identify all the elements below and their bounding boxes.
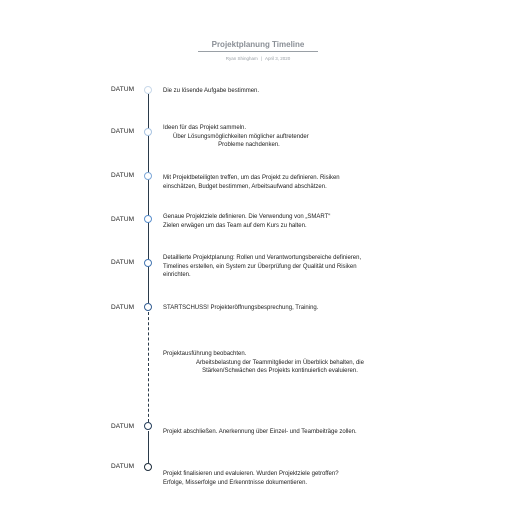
timeline-marker	[144, 463, 152, 471]
milestone-line: Zielen erwägen um das Team auf dem Kurs zu halten.	[163, 222, 307, 229]
milestone-text	[163, 350, 413, 376]
timeline-marker	[144, 215, 152, 223]
timeline-marker	[144, 303, 152, 311]
milestone-date: DATUM	[111, 259, 135, 266]
timeline-marker	[144, 259, 152, 267]
milestone-line: Detaillierte Projektplanung: Rollen und Verantwortungsbereiche definieren,	[163, 255, 362, 261]
milestone-text	[163, 87, 413, 96]
milestone-line: STARTSCHUSS! Projekteröffnungsbesprechung, Training.	[163, 305, 319, 311]
timeline-connector	[148, 94, 149, 303]
subtitle	[0, 56, 516, 61]
milestone-date: DATUM	[111, 86, 135, 93]
milestone-text	[163, 213, 413, 230]
milestone-line: Über Lösungsmöglichkeiten möglicher auftretender	[173, 133, 309, 140]
timeline-header	[0, 34, 516, 61]
timeline-connector-dashed	[148, 312, 149, 422]
milestone-line: Ideen für das Projekt sammeln.	[163, 125, 247, 131]
timeline-marker	[144, 172, 152, 180]
subtitle-separator: |	[260, 56, 262, 61]
milestone-line: Projekt abschließen. Anerkennung über Einzel- und Teambeiträge zollen.	[163, 429, 357, 435]
milestone-date: DATUM	[111, 304, 135, 311]
document-date: April 3, 2020	[264, 56, 291, 61]
milestone-text	[163, 470, 413, 487]
milestone-date: DATUM	[111, 463, 135, 470]
milestone-date: DATUM	[111, 216, 135, 223]
milestone-line: Probleme nachdenken.	[218, 142, 280, 149]
milestone-line: Erfolge, Misserfolge und Erkenntnisse dokumentieren.	[163, 479, 308, 486]
milestone-text	[163, 428, 413, 437]
milestone-text	[163, 254, 413, 280]
milestone-line: Timelines erstellen, ein System zur Überprüfung der Qualität und Risiken	[163, 263, 357, 270]
timeline-marker	[144, 86, 152, 94]
milestone-date: DATUM	[111, 423, 135, 430]
milestone-line: Genaue Projektziele definieren. Die Verwendung von „SMART“	[163, 214, 331, 220]
milestone-date: DATUM	[111, 128, 135, 135]
milestone-line: Mit Projektbeteiligten treffen, um das Projekt zu definieren. Risiken	[163, 175, 340, 181]
milestone-line: Projekt finalisieren und evaluieren. Wurden Projektziele getroffen?	[163, 471, 339, 477]
timeline-marker	[144, 422, 152, 430]
timeline-connector	[148, 431, 149, 463]
milestone-line: einschätzen, Budget bestimmen, Arbeitsaufwand abschätzen.	[163, 183, 327, 190]
milestone-line: Arbeitsbelastung der Teammitglieder im Überblick behalten, die	[196, 359, 364, 366]
milestone-text	[163, 304, 413, 313]
milestone-date: DATUM	[111, 172, 135, 179]
milestone-line: Die zu lösende Aufgabe bestimmen.	[163, 88, 260, 94]
timeline-marker	[144, 128, 152, 136]
milestone-text	[163, 174, 413, 191]
milestone-line: Stärken/Schwächen des Projekts kontinuierlich evaluieren.	[202, 368, 358, 375]
milestone-line: Projektausführung beobachten.	[163, 351, 247, 357]
milestone-text	[163, 124, 413, 150]
milestone-line: einrichten.	[163, 272, 191, 279]
author-name: Ryan Shingham	[225, 56, 258, 61]
page-title: Projektplanung Timeline	[198, 40, 319, 52]
